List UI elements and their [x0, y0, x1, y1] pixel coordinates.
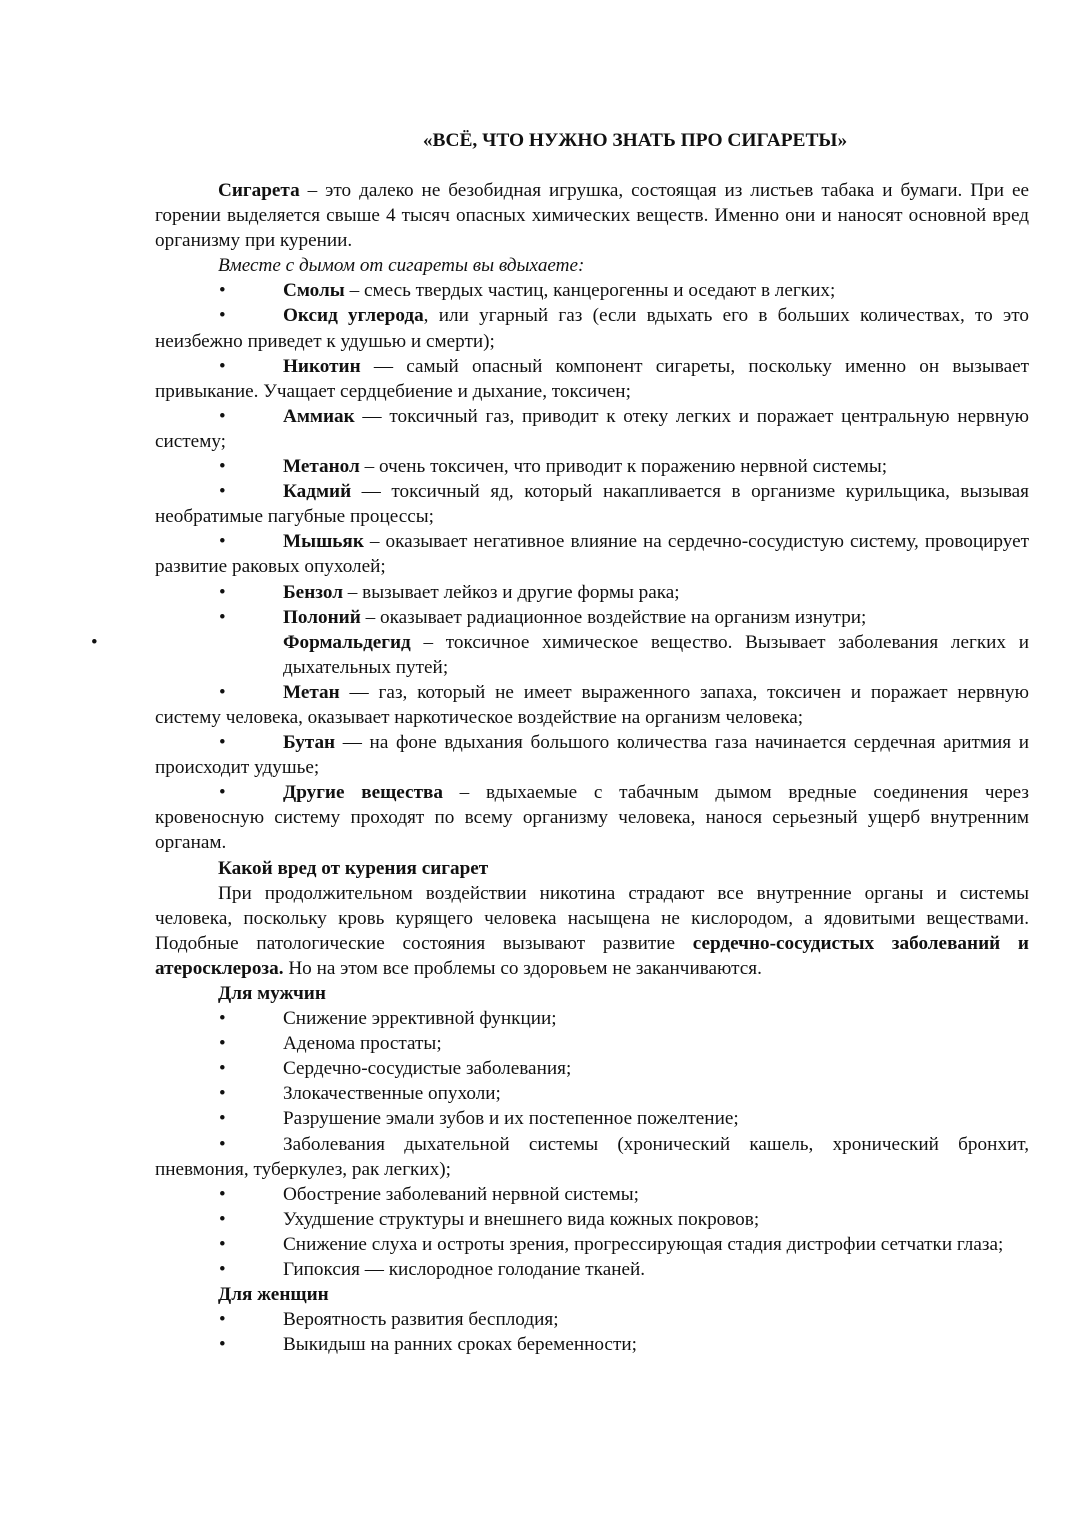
list-item	[155, 1132, 1029, 1182]
substance-item	[155, 479, 1029, 529]
substance-text: – смесь твердых частиц, канцерогенны и оседают в легких;	[344, 280, 836, 302]
bullet-icon: •	[219, 606, 226, 628]
substance-item	[155, 730, 1029, 780]
substance-term: Аммиак	[283, 405, 355, 427]
substance-text: , или угарный газ (если вдыхать его в больших количествах, то это неизбежно приведет к удушью и смерти);	[155, 305, 1029, 352]
substance-term: Полоний	[283, 606, 361, 628]
substance-term: Никотин	[283, 355, 361, 377]
intro-text: – это далеко не безобидная игрушка, состоящая из листьев табака и бумаги. При ее горении выделяется свыше 4 тысяч опасных химических веществ. Именно они и наносят основной вред организму при курении.	[155, 180, 1029, 252]
bullet-icon: •	[219, 581, 226, 603]
substance-item	[155, 680, 1029, 730]
substance-text: – оказывает негативное влияние на сердечно-сосудистую систему, провоцирует развитие раковых опухолей;	[155, 531, 1029, 578]
substance-text: — самый опасный компонент сигареты, поскольку именно он вызывает привыкание. Учащает сердцебиение и дыхание, токсичен;	[155, 355, 1029, 402]
bullet-icon: •	[219, 782, 226, 804]
list-item-text: Сердечно-сосудистые заболевания;	[283, 1058, 572, 1080]
list-item	[155, 1207, 1029, 1232]
harm-paragraph	[155, 881, 1029, 981]
substance-item	[91, 630, 1029, 680]
bullet-icon: •	[219, 1309, 226, 1331]
list-item	[155, 1056, 1029, 1081]
intro-term: Сигарета	[218, 180, 300, 201]
bullet-icon: •	[219, 305, 226, 327]
list-item-text: Обострение заболеваний нервной системы;	[283, 1183, 639, 1205]
bullet-icon: •	[219, 456, 226, 478]
bullet-icon: •	[219, 732, 226, 754]
bullet-icon: •	[219, 1133, 226, 1155]
substance-text: – вдыхаемые с табачным дымом вредные соединения через кровеносную систему проходят по всему организму человека, нанося серьезный ущерб внутренним органам.	[155, 782, 1029, 854]
list-item-text: Снижение слуха и остроты зрения, прогрессирующая стадия дистрофии сетчатки глаза;	[283, 1233, 1004, 1255]
document-title: «ВСЁ, ЧТО НУЖНО ЗНАТЬ ПРО СИГАРЕТЫ»	[422, 130, 848, 151]
substance-item	[155, 454, 1029, 479]
bullet-icon: •	[219, 1334, 226, 1356]
list-item	[155, 1307, 1029, 1332]
bullet-icon: •	[219, 1259, 226, 1281]
bullet-icon: •	[219, 1108, 226, 1130]
substance-text: — токсичный яд, который накапливается в организме курильщика, вызывая необратимые пагубные процессы;	[155, 481, 1029, 528]
substance-term: Оксид углерода	[283, 305, 424, 327]
list-item	[155, 1257, 1029, 1282]
document-body	[91, 128, 1029, 1357]
harm-text-end: Но на этом все проблемы со здоровьем не заканчиваются.	[283, 957, 762, 979]
substances-list	[91, 278, 1029, 855]
list-item	[155, 1232, 1029, 1257]
list-item	[155, 1031, 1029, 1056]
bullet-icon: •	[219, 1083, 226, 1105]
bullet-icon: •	[219, 1008, 226, 1030]
substance-text: – токсичное химическое вещество. Вызывает заболевания легких и дыхательных путей;	[283, 631, 1029, 678]
substance-term: Мышьяк	[283, 531, 364, 553]
substance-term: Метан	[283, 681, 340, 703]
bullet-icon: •	[219, 405, 226, 427]
harm-text-bold: сердечно-сосудистых заболеваний и атеросклероза.	[155, 932, 1029, 979]
substance-item	[155, 303, 1029, 353]
list-item	[155, 1006, 1029, 1031]
women-list	[155, 1307, 1029, 1357]
bullet-icon: •	[219, 531, 226, 553]
substance-item	[155, 529, 1029, 579]
harm-heading: Какой вред от курения сигарет	[218, 857, 489, 879]
bullet-icon: •	[91, 631, 98, 653]
substance-item	[155, 605, 1029, 630]
substance-text: – оказывает радиационное воздействие на организм изнутри;	[360, 606, 867, 628]
list-item-text: Снижение эррективной функции;	[283, 1008, 557, 1030]
substance-term: Бензол	[283, 581, 343, 603]
list-item-text: Вероятность развития бесплодия;	[283, 1309, 559, 1331]
substance-term: Бутан	[283, 732, 336, 754]
list-item-text: Разрушение эмали зубов и их постепенное пожелтение;	[283, 1108, 739, 1130]
list-item-text: Аденома простаты;	[283, 1033, 442, 1055]
bullet-icon: •	[219, 1033, 226, 1055]
list-item	[155, 1081, 1029, 1106]
substance-item	[155, 404, 1029, 454]
list-item-text: Заболевания дыхательной системы (хронический кашель, хронический бронхит, пневмония, туберкулез, рак легких);	[155, 1133, 1029, 1180]
bullet-icon: •	[219, 1183, 226, 1205]
substance-text: — токсичный газ, приводит к отеку легких и поражает центральную нервную систему;	[155, 405, 1029, 452]
substance-item	[155, 580, 1029, 605]
list-item	[155, 1332, 1029, 1357]
list-item-text: Выкидыш на ранних сроках беременности;	[283, 1334, 637, 1356]
substance-text: – очень токсичен, что приводит к поражению нервной системы;	[359, 456, 888, 478]
list-item-text: Ухудшение структуры и внешнего вида кожных покровов;	[283, 1208, 760, 1230]
bullet-icon: •	[219, 1058, 226, 1080]
substance-text: — газ, который не имеет выраженного запаха, токсичен и поражает нервную систему человека, оказывает наркотическое воздействие на организм человека;	[155, 681, 1029, 728]
substance-item	[155, 780, 1029, 855]
substance-text: — на фоне вдыхания большого количества газа начинается сердечная аритмия и происходит удушье;	[155, 732, 1029, 779]
substance-term: Формальдегид	[283, 631, 411, 653]
substance-item	[155, 278, 1029, 303]
substance-term: Смолы	[283, 280, 345, 302]
intro-paragraph	[155, 178, 1029, 253]
substance-text: – вызывает лейкоз и другие формы рака;	[342, 581, 680, 603]
bullet-icon: •	[219, 355, 226, 377]
bullet-icon: •	[219, 681, 226, 703]
bullet-icon: •	[219, 481, 226, 503]
men-list	[155, 1006, 1029, 1282]
list-item	[155, 1106, 1029, 1131]
substance-term: Метанол	[283, 456, 360, 478]
women-heading: Для женщин	[218, 1284, 329, 1306]
list-item-text: Злокачественные опухоли;	[283, 1083, 501, 1105]
substance-term: Другие вещества	[283, 782, 443, 804]
bullet-icon: •	[219, 1208, 226, 1230]
list-item	[155, 1182, 1029, 1207]
inhale-label: Вместе с дымом от сигареты вы вдыхаете:	[218, 255, 585, 277]
substance-term: Кадмий	[283, 481, 352, 503]
men-heading: Для мужчин	[218, 983, 326, 1004]
harm-text: При продолжительном воздействии никотина страдают все внутренние органы и системы человека, поскольку кровь курящего человека насыщена не кислородом, а ядовитыми веществами. Подобные патологические состояния вызывают развитие	[155, 882, 1029, 954]
bullet-icon: •	[219, 1233, 226, 1255]
substance-item	[155, 354, 1029, 404]
list-item-text: Гипоксия — кислородное голодание тканей.	[283, 1259, 646, 1281]
bullet-icon: •	[219, 280, 226, 302]
